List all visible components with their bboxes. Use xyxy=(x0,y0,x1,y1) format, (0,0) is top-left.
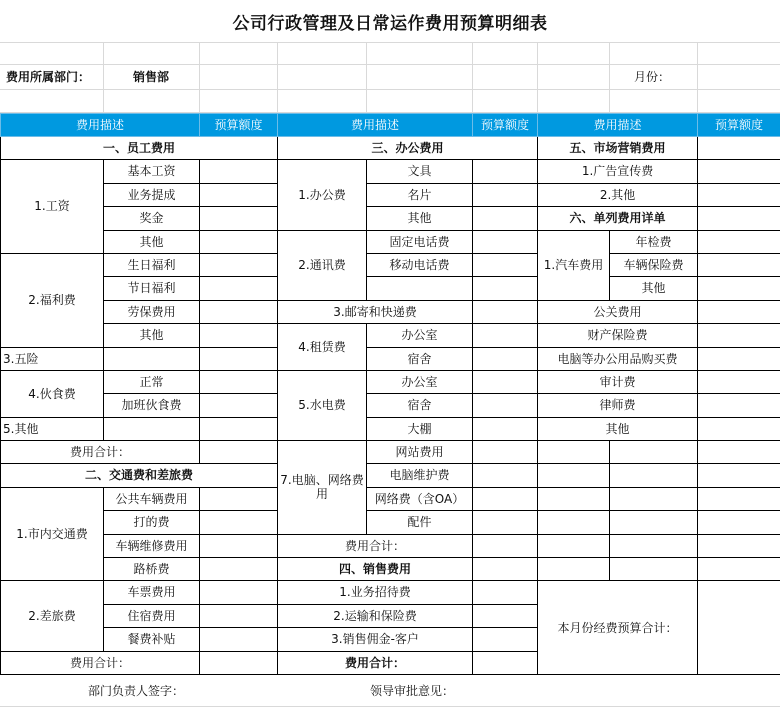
category-cell: 3.五险 xyxy=(1,347,104,370)
subtotal-label: 费用合计： xyxy=(1,651,200,674)
amount-cell[interactable] xyxy=(473,604,538,627)
amount-cell[interactable] xyxy=(473,277,538,300)
table-row xyxy=(1,183,780,206)
col-header-amount: 预算额度 xyxy=(200,114,278,137)
amount-cell[interactable] xyxy=(698,183,780,206)
item-cell: 路桥费 xyxy=(104,558,200,581)
section-header: 一、员工费用 xyxy=(1,137,278,160)
amount-cell[interactable] xyxy=(698,253,780,276)
amount-cell[interactable] xyxy=(473,464,538,487)
item-cell: 其他 xyxy=(538,417,698,440)
table-row xyxy=(1,253,780,276)
amount-cell[interactable] xyxy=(698,230,780,253)
table-row xyxy=(1,511,780,534)
item-cell: 3.销售佣金-客户 xyxy=(278,628,473,651)
item-cell: 奖金 xyxy=(104,207,200,230)
budget-table xyxy=(0,113,780,675)
amount-cell[interactable] xyxy=(473,183,538,206)
amount-cell[interactable] xyxy=(200,347,278,370)
amount-cell[interactable] xyxy=(698,370,780,393)
table-row xyxy=(1,464,780,487)
table-row xyxy=(1,417,780,440)
amount-cell[interactable] xyxy=(473,511,538,534)
item-cell: 加班伙食费 xyxy=(104,394,200,417)
dept-head-signature-label: 部门负责人签字： xyxy=(88,683,185,698)
section-header: 三、办公费用 xyxy=(278,137,538,160)
item-cell: 生日福利 xyxy=(104,253,200,276)
item-cell: 正常 xyxy=(104,370,200,393)
amount-cell[interactable] xyxy=(200,207,278,230)
item-cell: 配件 xyxy=(367,511,473,534)
amount-cell[interactable] xyxy=(200,324,278,347)
item-cell: 1.广告宣传费 xyxy=(538,160,698,183)
category-cell: 1.工资 xyxy=(1,160,104,254)
item-cell: 律师费 xyxy=(538,394,698,417)
section-header: 四、销售费用 xyxy=(278,558,473,581)
amount-cell[interactable] xyxy=(200,160,278,183)
item-cell: 电脑维护费 xyxy=(367,464,473,487)
empty-cell xyxy=(610,441,698,464)
grand-total-value[interactable] xyxy=(698,581,780,675)
subtotal-label: 费用合计： xyxy=(278,651,473,674)
amount-cell[interactable] xyxy=(698,394,780,417)
amount-cell[interactable] xyxy=(200,394,278,417)
item-cell: 网络费（含OA） xyxy=(367,487,473,510)
empty-cell xyxy=(610,534,698,557)
table-row xyxy=(1,394,780,417)
amount-cell[interactable] xyxy=(698,347,780,370)
amount-cell[interactable] xyxy=(473,253,538,276)
amount-cell[interactable] xyxy=(698,441,780,464)
item-cell: 其他 xyxy=(104,324,200,347)
table-row xyxy=(1,207,780,230)
subtotal-label: 费用合计： xyxy=(278,534,473,557)
amount-cell[interactable] xyxy=(200,183,278,206)
category-cell: 1.汽车费用 xyxy=(538,230,610,300)
category-cell: 3.邮寄和快递费 xyxy=(278,300,473,323)
item-cell: 文具 xyxy=(367,160,473,183)
amount-cell[interactable] xyxy=(698,534,780,557)
amount-cell[interactable] xyxy=(473,628,538,651)
item-cell: 名片 xyxy=(367,183,473,206)
amount-cell[interactable] xyxy=(200,277,278,300)
item-cell: 公共车辆费用 xyxy=(104,487,200,510)
item-cell: 2.其他 xyxy=(538,183,698,206)
amount-cell[interactable] xyxy=(698,558,780,581)
category-cell: 2.差旅费 xyxy=(1,581,104,651)
section-header: 二、交通费和差旅费 xyxy=(1,464,278,487)
item-cell: 年检费 xyxy=(610,230,698,253)
table-row xyxy=(1,441,780,464)
amount-cell[interactable] xyxy=(698,511,780,534)
category-cell: 2.通讯费 xyxy=(278,230,367,300)
amount-cell[interactable] xyxy=(473,487,538,510)
amount-cell[interactable] xyxy=(473,394,538,417)
section-header: 五、市场营销费用 xyxy=(538,137,698,160)
amount-cell[interactable] xyxy=(473,651,538,674)
category-cell: 1.市内交通费 xyxy=(1,487,104,581)
table-header-row xyxy=(1,114,780,137)
amount-cell[interactable] xyxy=(200,511,278,534)
item-cell: 基本工资 xyxy=(104,160,200,183)
category-cell: 5.其他 xyxy=(1,417,104,440)
item-cell: 大棚 xyxy=(367,417,473,440)
item-cell: 其他 xyxy=(367,207,473,230)
item-cell xyxy=(367,277,473,300)
amount-cell[interactable] xyxy=(200,230,278,253)
item-cell: 移动电话费 xyxy=(367,253,473,276)
amount-cell[interactable] xyxy=(200,487,278,510)
col-header-amount: 预算额度 xyxy=(473,114,538,137)
amount-cell[interactable] xyxy=(698,464,780,487)
table-row xyxy=(1,277,780,300)
col-header-amount: 预算额度 xyxy=(698,114,780,137)
empty-cell xyxy=(538,558,610,581)
amount-cell[interactable] xyxy=(698,487,780,510)
table-row xyxy=(1,558,780,581)
amount-cell[interactable] xyxy=(200,558,278,581)
amount-cell[interactable] xyxy=(698,324,780,347)
item-cell: 宿舍 xyxy=(367,394,473,417)
table-row xyxy=(1,300,780,323)
subtotal-label: 费用合计： xyxy=(1,441,200,464)
col-header-desc: 费用描述 xyxy=(278,114,473,137)
item-cell: 节日福利 xyxy=(104,277,200,300)
col-header-desc: 费用描述 xyxy=(538,114,698,137)
sheet-title: 公司行政管理及日常运作费用预算明细表 xyxy=(232,13,548,34)
item-cell: 打的费 xyxy=(104,511,200,534)
table-row xyxy=(1,137,780,160)
amount-cell[interactable] xyxy=(473,370,538,393)
amount-cell[interactable] xyxy=(473,300,538,323)
col-header-desc: 费用描述 xyxy=(1,114,200,137)
table-row xyxy=(1,160,780,183)
category-cell: 7.电脑、网络费用 xyxy=(278,441,367,535)
empty-cell xyxy=(538,487,610,510)
table-row xyxy=(1,487,780,510)
item-cell: 2.运输和保险费 xyxy=(278,604,473,627)
empty-cell xyxy=(538,441,610,464)
item-cell: 劳保费用 xyxy=(104,300,200,323)
item-cell: 车辆维修费用 xyxy=(104,534,200,557)
empty-cell xyxy=(538,464,610,487)
amount-cell[interactable] xyxy=(698,207,780,230)
table-row xyxy=(1,534,780,557)
amount-cell[interactable] xyxy=(698,417,780,440)
amount-cell[interactable] xyxy=(200,604,278,627)
table-row xyxy=(1,324,780,347)
amount-cell[interactable] xyxy=(473,441,538,464)
amount-cell[interactable] xyxy=(200,534,278,557)
item-cell xyxy=(104,417,200,440)
item-cell: 网站费用 xyxy=(367,441,473,464)
item-cell: 财产保险费 xyxy=(538,324,698,347)
month-label: 月份： xyxy=(634,70,671,84)
amount-cell[interactable] xyxy=(698,300,780,323)
item-cell: 其他 xyxy=(104,230,200,253)
item-cell: 餐费补贴 xyxy=(104,628,200,651)
amount-cell[interactable] xyxy=(698,137,780,160)
item-cell xyxy=(104,347,200,370)
category-cell: 5.水电费 xyxy=(278,370,367,440)
amount-cell[interactable] xyxy=(698,277,780,300)
amount-cell[interactable] xyxy=(473,581,538,604)
grand-total-label: 本月份经费预算合计： xyxy=(538,581,698,675)
empty-cell xyxy=(538,511,610,534)
item-cell: 宿舍 xyxy=(367,347,473,370)
category-cell: 2.福利费 xyxy=(1,253,104,347)
leader-approval-label: 领导审批意见： xyxy=(370,683,455,698)
amount-cell[interactable] xyxy=(200,628,278,651)
item-cell: 业务提成 xyxy=(104,183,200,206)
section-header: 六、单列费用详单 xyxy=(538,207,698,230)
amount-cell[interactable] xyxy=(473,347,538,370)
item-cell: 车辆保险费 xyxy=(610,253,698,276)
item-cell: 办公室 xyxy=(367,324,473,347)
amount-cell[interactable] xyxy=(200,370,278,393)
amount-cell[interactable] xyxy=(473,324,538,347)
empty-cell xyxy=(538,534,610,557)
amount-cell[interactable] xyxy=(698,160,780,183)
item-cell: 住宿费用 xyxy=(104,604,200,627)
category-cell: 1.办公费 xyxy=(278,160,367,230)
item-cell: 电脑等办公用品购买费 xyxy=(538,347,698,370)
table-row xyxy=(1,347,780,370)
item-cell: 办公室 xyxy=(367,370,473,393)
department-label: 费用所属部门： xyxy=(6,70,91,84)
amount-cell[interactable] xyxy=(200,651,278,674)
item-cell: 审计费 xyxy=(538,370,698,393)
amount-cell[interactable] xyxy=(200,300,278,323)
empty-cell xyxy=(610,487,698,510)
item-cell: 车票费用 xyxy=(104,581,200,604)
table-row xyxy=(1,370,780,393)
category-cell: 4.租赁费 xyxy=(278,324,367,371)
amount-cell[interactable] xyxy=(473,230,538,253)
amount-cell[interactable] xyxy=(473,160,538,183)
empty-cell xyxy=(610,558,698,581)
amount-cell[interactable] xyxy=(200,441,278,464)
item-cell: 1.业务招待费 xyxy=(278,581,473,604)
table-row xyxy=(1,581,780,604)
department-value[interactable]: 销售部 xyxy=(133,70,170,84)
empty-cell xyxy=(610,511,698,534)
amount-cell[interactable] xyxy=(200,253,278,276)
amount-cell[interactable] xyxy=(473,417,538,440)
item-cell: 公关费用 xyxy=(538,300,698,323)
amount-cell[interactable] xyxy=(200,581,278,604)
item-cell: 其他 xyxy=(610,277,698,300)
amount-cell[interactable] xyxy=(473,534,538,557)
item-cell: 固定电话费 xyxy=(367,230,473,253)
amount-cell[interactable] xyxy=(200,417,278,440)
amount-cell[interactable] xyxy=(473,558,538,581)
empty-cell xyxy=(610,464,698,487)
category-cell: 4.伙食费 xyxy=(1,370,104,417)
table-row xyxy=(1,230,780,253)
amount-cell[interactable] xyxy=(473,207,538,230)
